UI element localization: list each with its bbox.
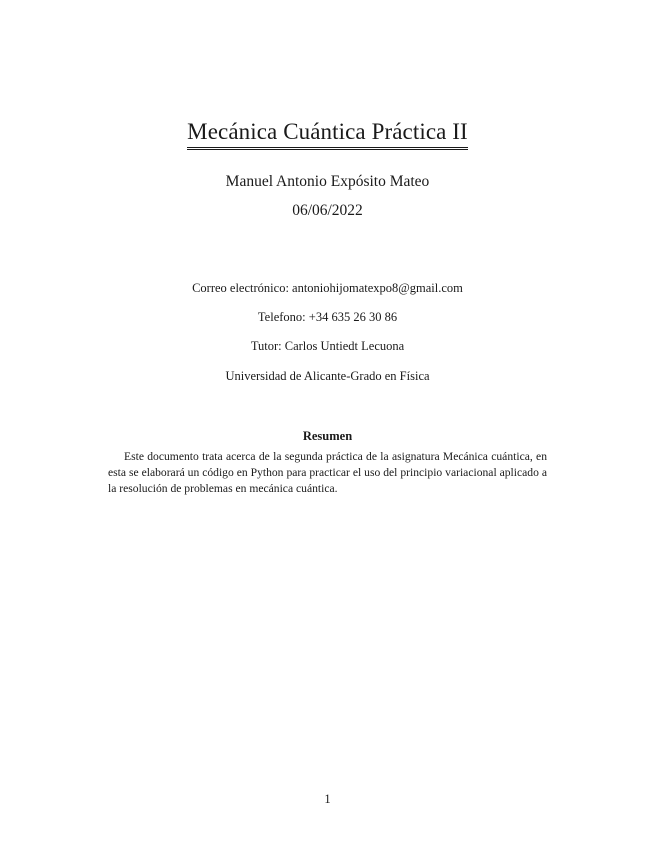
document-title: Mecánica Cuántica Práctica II	[187, 118, 468, 150]
title-block	[0, 118, 655, 150]
email-line: Correo electrónico: antoniohijomatexpo8@gmail.com	[192, 281, 463, 295]
university-line: Universidad de Alicante-Grado en Física	[225, 369, 430, 383]
page-number: 1	[324, 792, 331, 806]
document-date: 06/06/2022	[292, 202, 363, 219]
phone-line: Telefono: +34 635 26 30 86	[257, 310, 398, 324]
abstract-heading: Resumen	[302, 429, 353, 443]
author-name: Manuel Antonio Expósito Mateo	[225, 173, 430, 190]
abstract-text: Este documento trata acerca de la segunda práctica de la asignatura Mecánica cuántica, en esta se elaborará un código en Python para practicar el uso del principio variacional aplicado a la resolución de problemas en mecánica cuántica.	[108, 450, 547, 495]
tutor-line: Tutor: Carlos Untiedt Lecuona	[250, 339, 405, 353]
